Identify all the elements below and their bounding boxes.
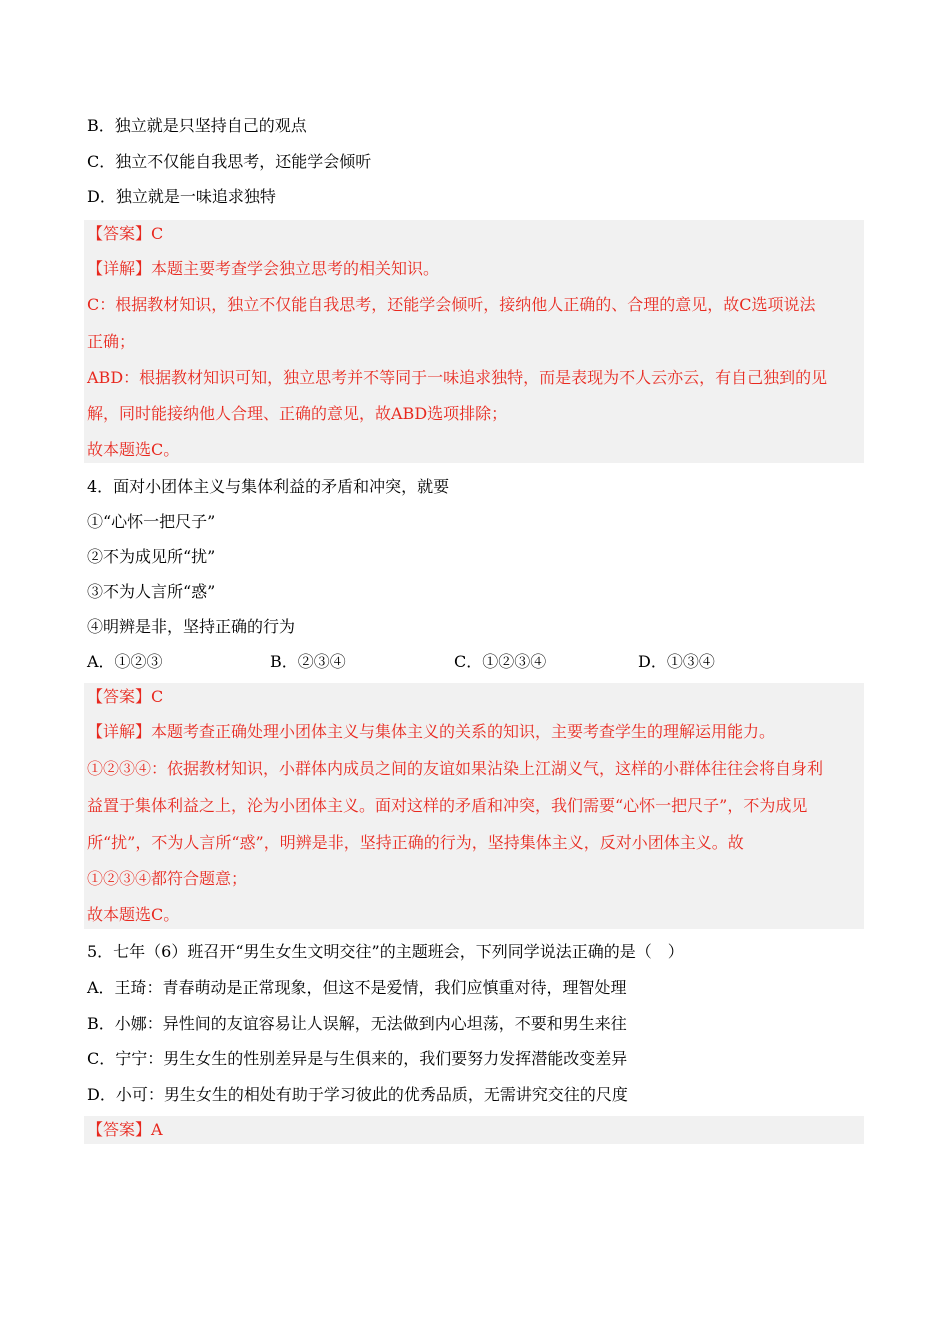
q3-option-c: C．独立不仅能自我思考，还能学会倾听 (87, 152, 372, 171)
q3-detail-line: ABD：根据教材知识可知，独立思考并不等同于一味追求独特，而是表现为不人云亦云，有自己独到的见 (87, 368, 828, 387)
q4-choice-c: C．①②③④ (454, 652, 547, 671)
q4-detail-line: ①②③④都符合题意； (87, 869, 248, 888)
q3-detail-line: 正确； (87, 332, 136, 351)
q4-stem: 4．面对小团体主义与集体利益的矛盾和冲突，就要 (87, 477, 450, 496)
q3-detail-line: C：根据教材知识，独立不仅能自我思考，还能学会倾听，接纳他人正确的、合理的意见，故C选项说法 (87, 295, 816, 314)
q4-choice-a: A．①②③ (87, 652, 163, 671)
q3-detail-line: 【详解】本题主要考查学会独立思考的相关知识。 (87, 259, 440, 278)
q4-detail-line: 故本题选C。 (87, 905, 180, 924)
q4-detail-line: 益置于集体利益之上，沦为小团体主义。面对这样的矛盾和冲突，我们需要“心怀一把尺子”，不为成见 (87, 796, 808, 815)
q4-statement: ②不为成见所“扰” (87, 547, 216, 566)
q5-option-d: D．小可：男生女生的相处有助于学习彼此的优秀品质，无需讲究交往的尺度 (87, 1085, 628, 1104)
q3-detail-line: 故本题选C。 (87, 440, 180, 459)
q4-choice-d: D．①③④ (638, 652, 715, 671)
q5-option-a: A．王琦：青春萌动是正常现象，但这不是爱情，我们应慎重对待，理智处理 (87, 978, 627, 997)
q5-answer-block (84, 1116, 864, 1144)
q3-option-b: B．独立就是只坚持自己的观点 (87, 116, 307, 135)
q4-answer: 【答案】C (87, 687, 164, 706)
q4-statement: ①“心怀一把尺子” (87, 512, 216, 531)
q3-option-d: D．独立就是一味追求独特 (87, 187, 276, 206)
q5-option-c: C．宁宁：男生女生的性别差异是与生俱来的，我们要努力发挥潜能改变差异 (87, 1049, 628, 1068)
q4-detail-line: 所“扰”，不为人言所“惑”，明辨是非，坚持正确的行为，坚持集体主义，反对小团体主义。故 (87, 833, 744, 852)
q4-statement: ③不为人言所“惑” (87, 582, 216, 601)
q4-detail-line: ①②③④：依据教材知识，小群体内成员之间的友谊如果沾染上江湖义气，这样的小群体往往会将自身利 (87, 759, 824, 778)
q4-choice-b: B．②③④ (270, 652, 346, 671)
q5-answer: 【答案】A (87, 1120, 163, 1139)
q5-stem: 5．七年（6）班召开“男生女生文明交往”的主题班会，下列同学说法正确的是（ ） (87, 942, 684, 961)
q3-detail-line: 解，同时能接纳他人合理、正确的意见，故ABD选项排除； (87, 404, 508, 423)
q4-statement: ④明辨是非，坚持正确的行为 (87, 617, 296, 636)
q3-answer: 【答案】C (87, 224, 164, 243)
q5-option-b: B．小娜：异性间的友谊容易让人误解，无法做到内心坦荡，不要和男生来往 (87, 1014, 627, 1033)
q4-detail-line: 【详解】本题考查正确处理小团体主义与集体主义的关系的知识，主要考查学生的理解运用能力。 (87, 722, 776, 741)
